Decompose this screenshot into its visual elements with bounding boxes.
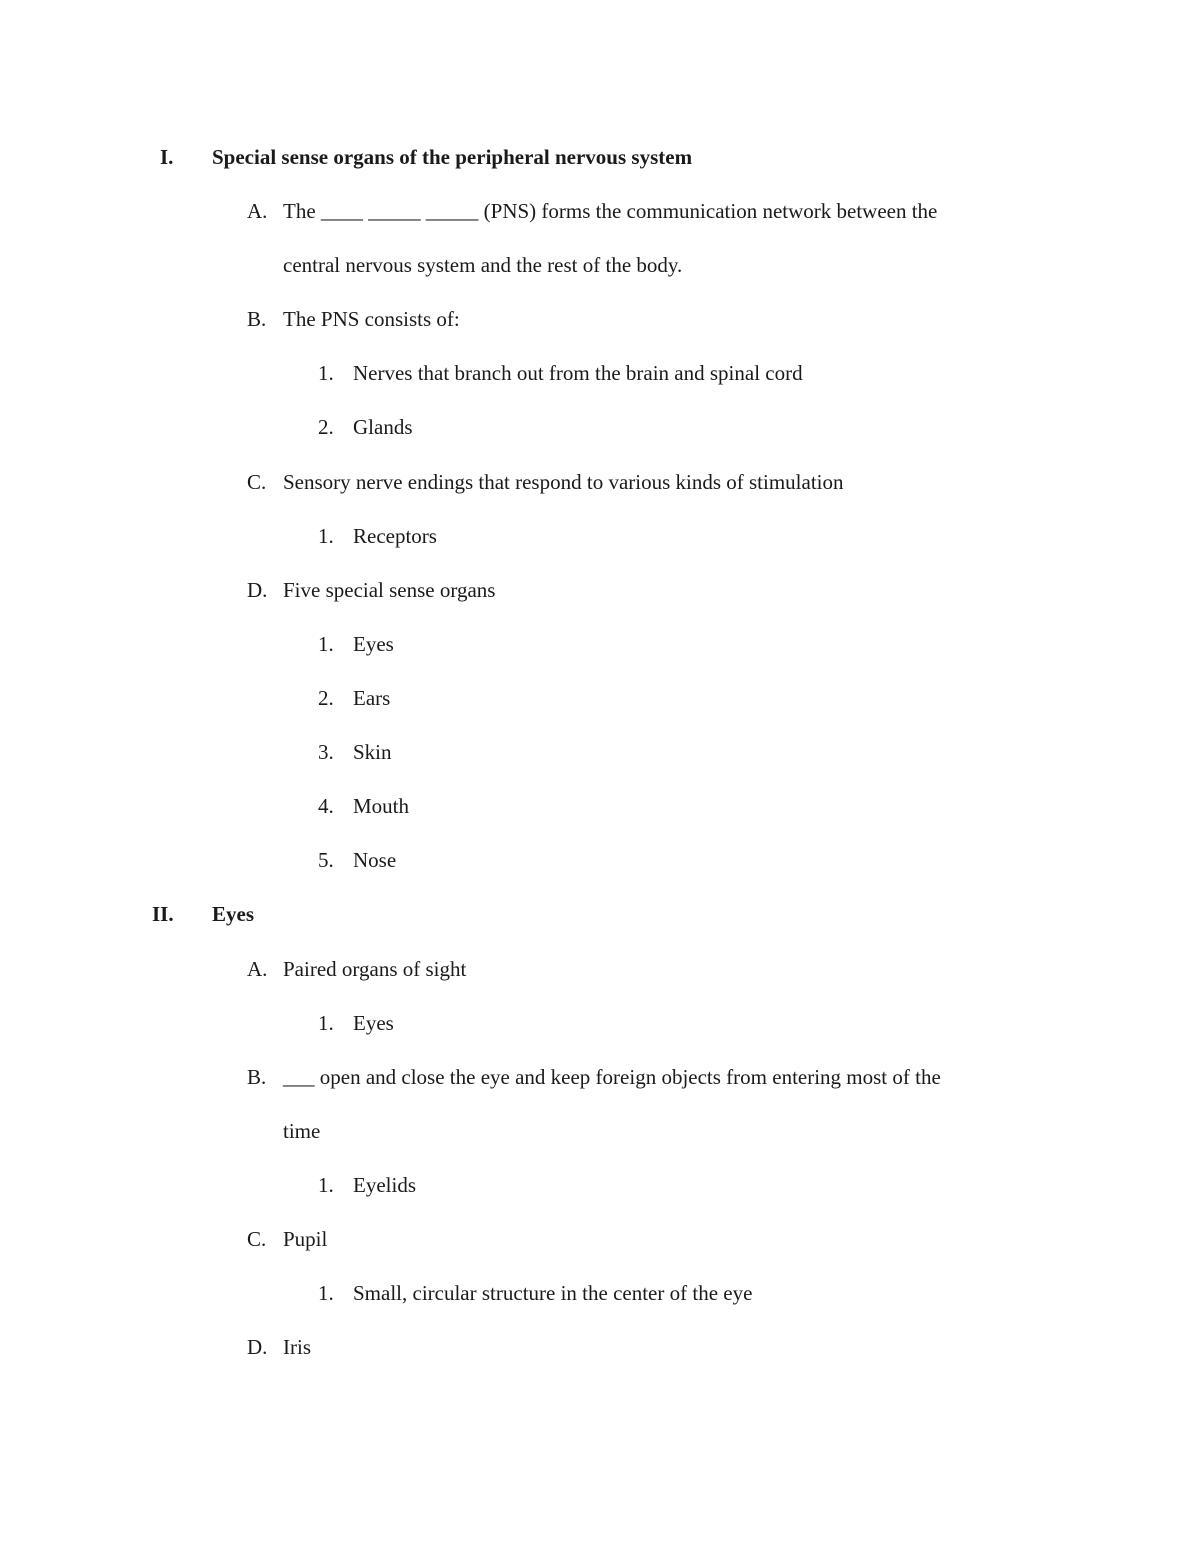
sub-item-text: Receptors: [353, 524, 437, 548]
item-text: Iris: [283, 1335, 311, 1359]
sub-item-number: 3.: [318, 740, 334, 764]
section-title: Eyes: [212, 902, 254, 926]
item-letter: B.: [247, 1065, 267, 1089]
item-letter: A.: [247, 199, 268, 223]
sub-item-text: Nerves that branch out from the brain and spinal cord: [353, 361, 803, 385]
sub-item-number: 1.: [318, 361, 334, 385]
item-text: ___ open and close the eye and keep foreign objects from entering most of the: [283, 1065, 941, 1089]
item-text: time: [283, 1119, 321, 1143]
item-text: Sensory nerve endings that respond to various kinds of stimulation: [283, 470, 844, 494]
sub-item-number: 2.: [318, 415, 334, 439]
section-numeral: I.: [160, 145, 174, 169]
item-text: The ____ _____ _____ (PNS) forms the communication network between the: [283, 199, 938, 223]
section-numeral: II.: [152, 902, 174, 926]
sub-item-number: 1.: [318, 1173, 334, 1197]
item-letter: B.: [247, 307, 267, 331]
sub-item-text: Ears: [353, 686, 391, 710]
sub-item-number: 1.: [318, 1011, 334, 1035]
sub-item-text: Mouth: [353, 794, 410, 818]
item-letter: C.: [247, 1227, 267, 1251]
item-text: central nervous system and the rest of the body.: [283, 253, 683, 277]
item-letter: D.: [247, 578, 268, 602]
item-letter: D.: [247, 1335, 268, 1359]
sub-item-text: Eyelids: [353, 1173, 416, 1197]
sub-item-number: 1.: [318, 524, 334, 548]
sub-item-text: Small, circular structure in the center of the eye: [353, 1281, 753, 1305]
item-text: Paired organs of sight: [283, 957, 467, 981]
sub-item-number: 4.: [318, 794, 334, 818]
item-letter: A.: [247, 957, 268, 981]
item-text: Pupil: [283, 1227, 328, 1251]
sub-item-number: 1.: [318, 1281, 334, 1305]
sub-item-text: Eyes: [353, 1011, 394, 1035]
section-title: Special sense organs of the peripheral nervous system: [212, 145, 693, 169]
sub-item-number: 1.: [318, 632, 334, 656]
sub-item-number: 2.: [318, 686, 334, 710]
sub-item-text: Glands: [353, 415, 413, 439]
sub-item-number: 5.: [318, 848, 334, 872]
sub-item-text: Skin: [353, 740, 392, 764]
item-text: Five special sense organs: [283, 578, 496, 602]
sub-item-text: Eyes: [353, 632, 394, 656]
item-text: The PNS consists of:: [283, 307, 460, 331]
sub-item-text: Nose: [353, 848, 397, 872]
item-letter: C.: [247, 470, 267, 494]
